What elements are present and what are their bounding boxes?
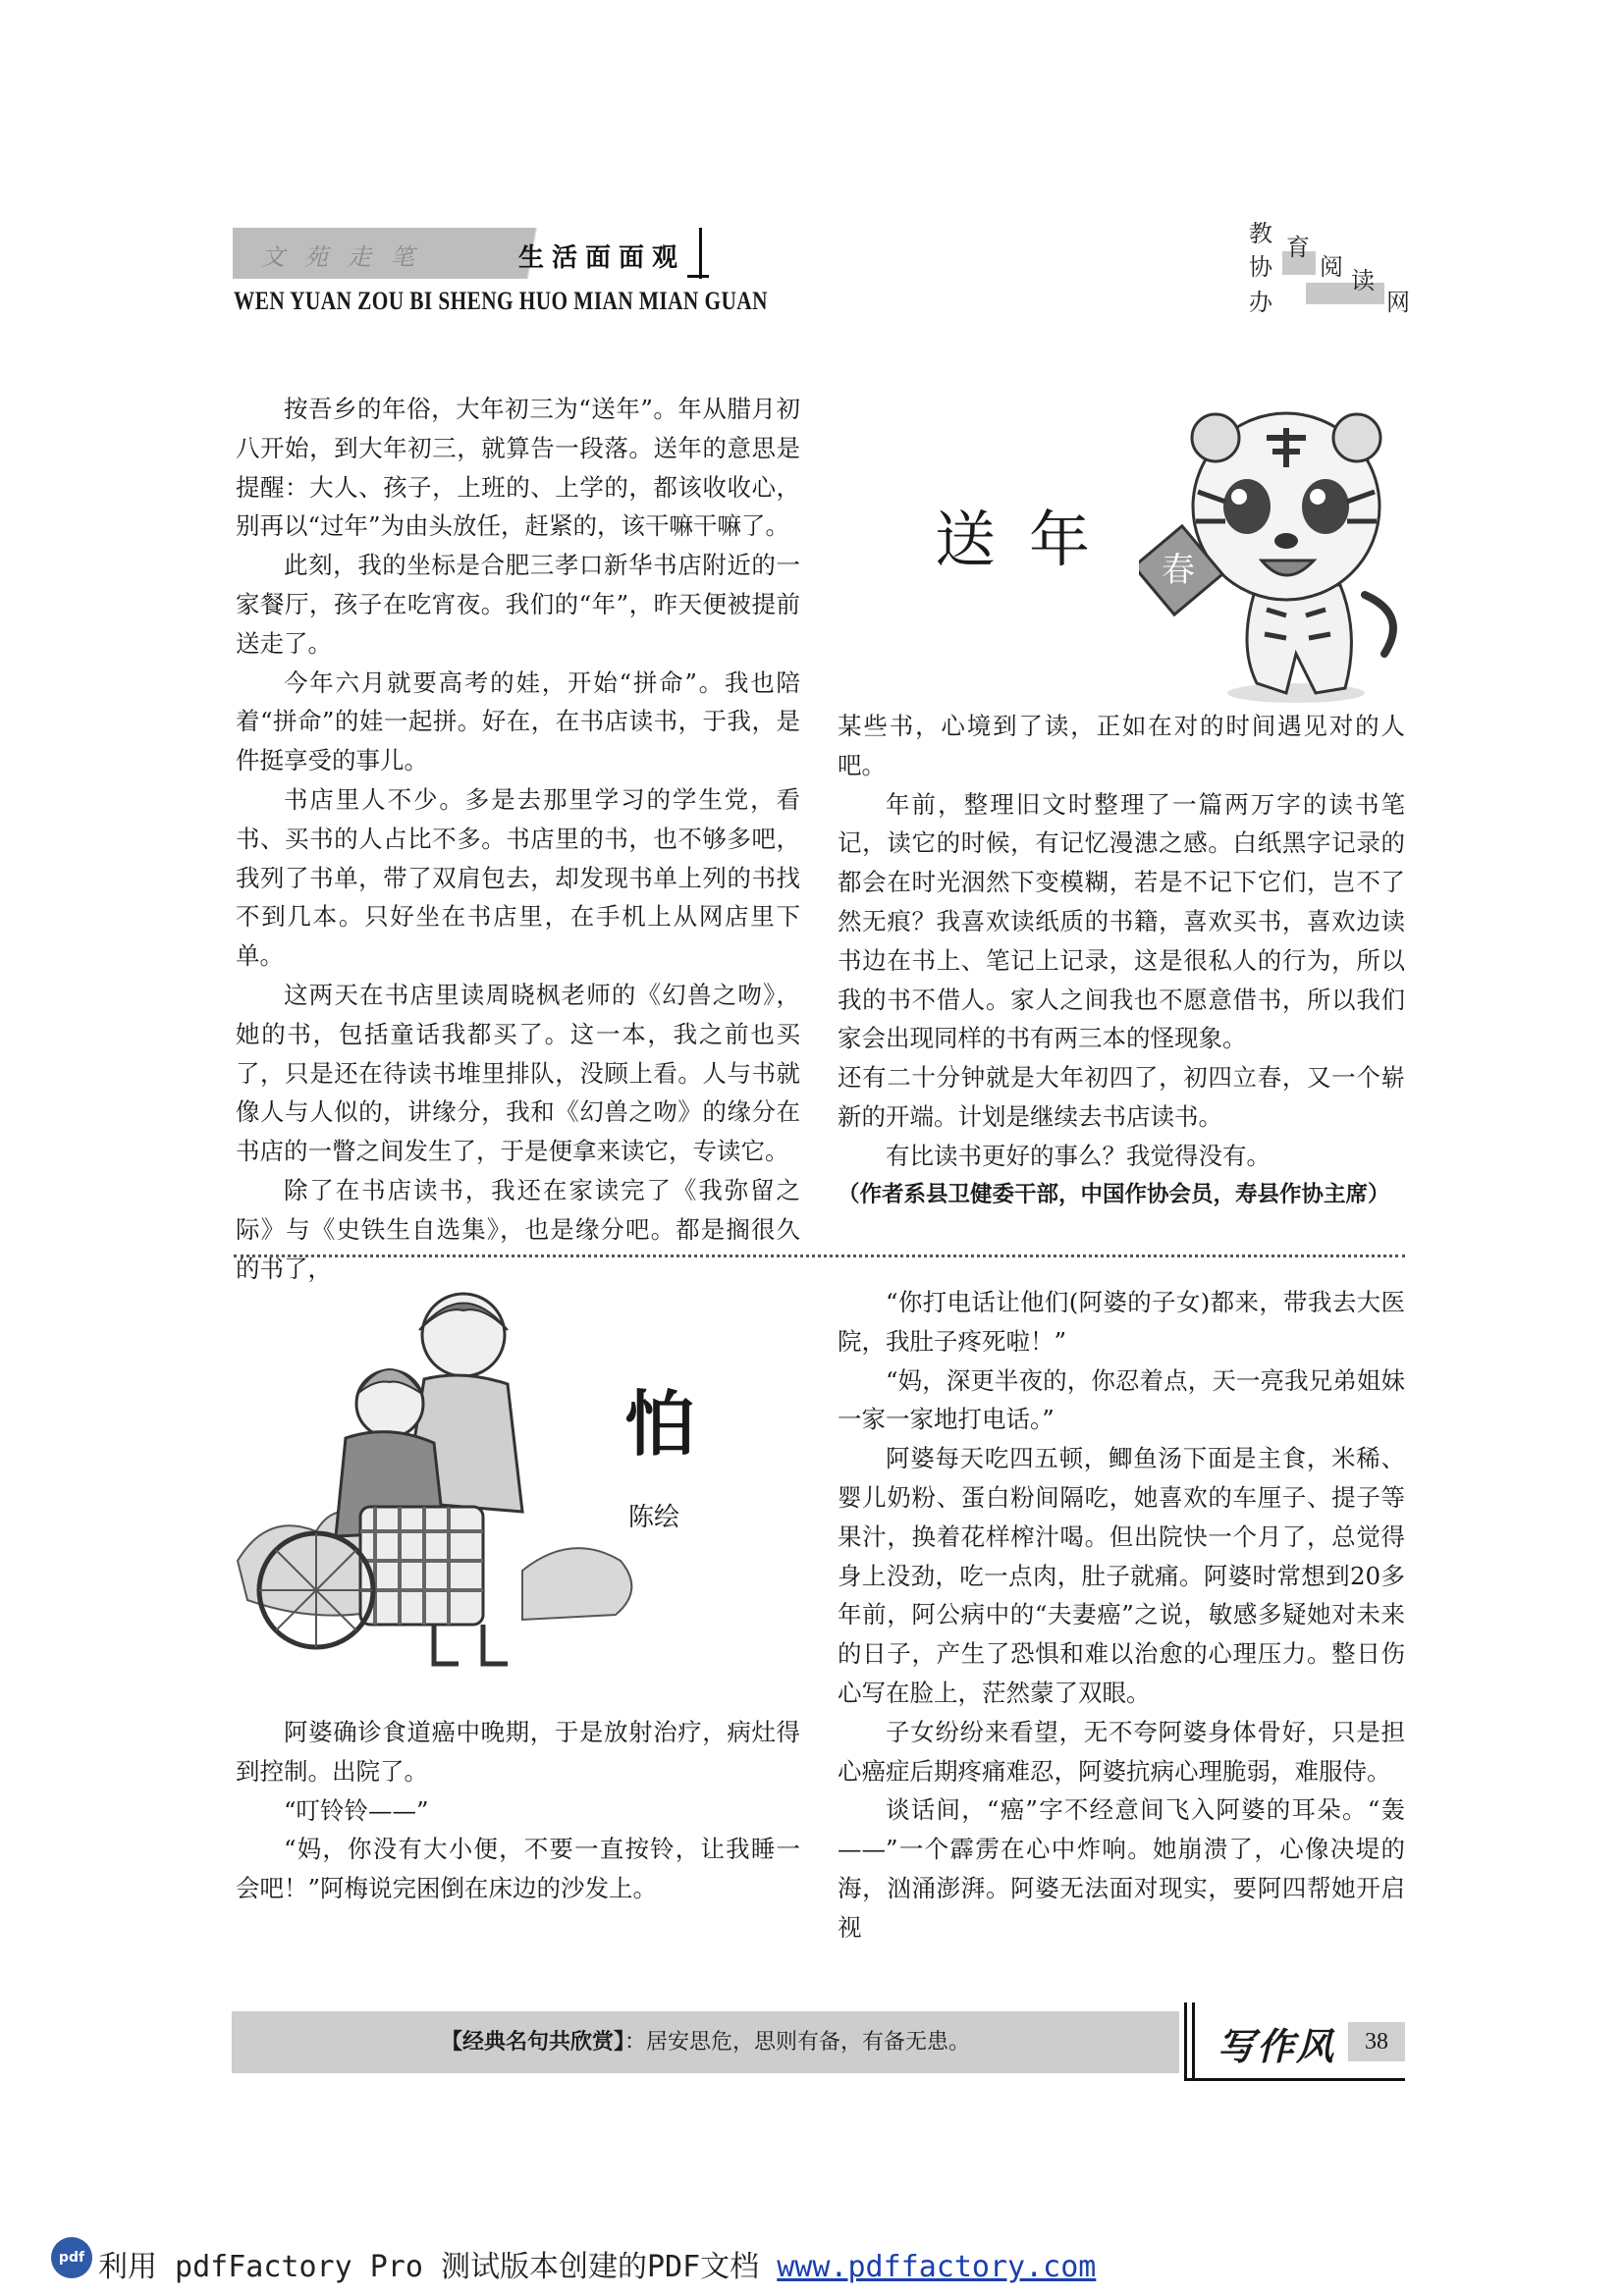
spring-badge-text: 春 — [1162, 551, 1195, 590]
article2-byline: 陈绘 — [628, 1503, 680, 1532]
paragraph: 阿婆每天吃四五顿，鲫鱼汤下面是主食，米稀、婴儿奶粉、蛋白粉间隔吃，她喜欢的车厘子、提子等果汁，换着花样榨汁喝。但出院快一个月了，总觉得身上没劲，吃一点肉，肚子就痛。阿婆时常想到20多年前，阿公病中的“夫妻癌”之说，敏感多疑她对未来的日子，产生了恐惧和难以治愈的心理压力。整日伤心写在脸上，茫然蒙了双眼。 — [838, 1444, 1405, 1707]
logo-char: 读 — [1351, 267, 1375, 294]
watermark-text: 利用 pdfFactory Pro 测试版本创建的PDF文档 — [98, 2250, 760, 2284]
publisher-logo — [1247, 214, 1414, 322]
paragraph: 今年六月就要高考的娃，开始“拼命”。我也陪着“拼命”的娃一起拼。好在，在书店读书，于我，是件挺享受的事儿。 — [236, 667, 800, 775]
logo-char: 育 — [1286, 234, 1310, 261]
logo-char: 教 — [1249, 220, 1272, 247]
author-note: （作者系县卫健委干部，中国作协会员，寿县作协主席） — [838, 1181, 1390, 1207]
paragraph: 还有二十分钟就是大年初四了，初四立春，又一个崭新的开端。计划是继续去书店读书。 — [838, 1063, 1405, 1131]
article2-title: 怕 — [624, 1383, 696, 1466]
footer-rule — [1184, 2078, 1405, 2081]
logo-char: 协 — [1249, 253, 1272, 281]
page-number: 38 — [1348, 2022, 1405, 2061]
paragraph: “叮铃铃——” — [284, 1795, 429, 1825]
section-header-title: 生活面面观 — [518, 243, 686, 273]
paragraph: 谈话间，“癌”字不经意间飞入阿婆的耳朵。“轰——”一个霹雳在心中炸响。她崩溃了，心像决堤的海，汹涌澎湃。阿婆无法面对现实，要阿四帮她开启视 — [838, 1795, 1405, 1942]
magazine-calligraphy: 写作风 — [1217, 2024, 1336, 2068]
logo-char: 阅 — [1320, 253, 1343, 281]
footer-rule — [1192, 2002, 1195, 2081]
paragraph: “你打电话让他们(阿婆的子女)都来，带我去大医院，我肚子疼死啦！” — [838, 1288, 1405, 1356]
article1-column-right — [838, 707, 1405, 1214]
logo-char: 办 — [1249, 289, 1272, 316]
tiger-illustration — [1139, 399, 1424, 713]
paragraph: “妈，你没有大小便，不要一直按铃，让我睡一会吧！”阿梅说完困倒在床边的沙发上。 — [236, 1835, 800, 1903]
pdffactory-icon: pdf — [51, 2237, 92, 2278]
article2-column-right — [838, 1283, 1405, 1948]
pdffactory-watermark — [98, 2242, 1096, 2285]
paragraph: 这两天在书店里读周晓枫老师的《幻兽之吻》，她的书，包括童话我都买了。这一本，我之前也买了，只是还在待读书堆里排队，没顾上看。人与书就像人与人似的，讲缘分，我和《幻兽之吻》的缘分在书店的一瞥之间发生了，于是便拿来读它，专读它。 — [236, 980, 800, 1166]
logo-char: 网 — [1386, 289, 1410, 316]
paragraph: 年前，整理旧文时整理了一篇两万字的读书笔记，读它的时候，有记忆漫漶之感。白纸黑字记录的都会在时光洇然下变模糊，若是不记下它们，岂不了然无痕？我喜欢读纸质的书籍，喜欢买书，喜欢边读书边在书上、笔记上记录，这是很私人的行为，所以我的书不借人。家人之间我也不愿意借书，所以我们家会出现同样的书有两三本的怪现象。 — [838, 789, 1405, 1053]
header-rule-vertical — [699, 228, 702, 279]
article1-column-left — [236, 390, 800, 1288]
article1-title: 送年 — [935, 504, 1124, 575]
paragraph: 阿婆确诊食道癌中晚期，于是放射治疗，病灶得到控制。出院了。 — [236, 1718, 800, 1786]
footer-rule — [1184, 2002, 1187, 2081]
article-divider — [234, 1255, 1405, 1257]
caregiver-illustration — [228, 1276, 650, 1708]
article2-column-left — [236, 1713, 800, 1908]
paragraph: 有比读书更好的事么？我觉得没有。 — [886, 1141, 1271, 1170]
footer-quote-text: ：居安思危，思则有备，有备无患。 — [624, 2030, 971, 2055]
paragraph: 书店里人不少。多是去那里学习的学生党，看书、买书的人占比不多。书店里的书，也不够多吧，我列了书单，带了双肩包去，却发现书单上列的书找不到几本。只好坐在书店里，在手机上从网店里下单。 — [236, 784, 800, 971]
footer-quote — [232, 2011, 1179, 2073]
paragraph: 子女纷纷来看望，无不夸阿婆身体骨好，只是担心癌症后期疼痛难忍，阿婆抗病心理脆弱，难服侍。 — [838, 1717, 1405, 1786]
header-rule-horizontal — [687, 275, 709, 278]
paragraph: 此刻，我的坐标是合肥三孝口新华书店附近的一家餐厅，孩子在吃宵夜。我们的“年”，昨天便被提前送走了。 — [236, 551, 800, 658]
section-header-pinyin: WEN YUAN ZOU BI SHENG HUO MIAN MIAN GUAN — [234, 287, 768, 315]
paragraph: “妈，深更半夜的，你忍着点，天一亮我兄弟姐妹一家一家地打电话。” — [838, 1365, 1405, 1434]
pdffactory-link[interactable]: www.pdffactory.com — [777, 2250, 1097, 2284]
paragraph: 除了在书店读书，我还在家读完了《我弥留之际》与《史铁生自选集》，也是缘分吧。都是搁很久的书了， — [236, 1175, 800, 1283]
paragraph: 某些书，心境到了读，正如在对的时间遇见对的人吧。 — [838, 712, 1405, 779]
section-header-gray: 文苑走笔 — [261, 243, 434, 271]
footer-quote-label: 【经典名句共欣赏】 — [440, 2030, 624, 2055]
paragraph: 按吾乡的年俗，大年初三为“送年”。年从腊月初八开始，到大年初三，就算告一段落。送年的意思是提醒：大人、孩子，上班的、上学的，都该收收心，别再以“过年”为由头放任，赶紧的，该干嘛干嘛了。 — [236, 395, 800, 541]
